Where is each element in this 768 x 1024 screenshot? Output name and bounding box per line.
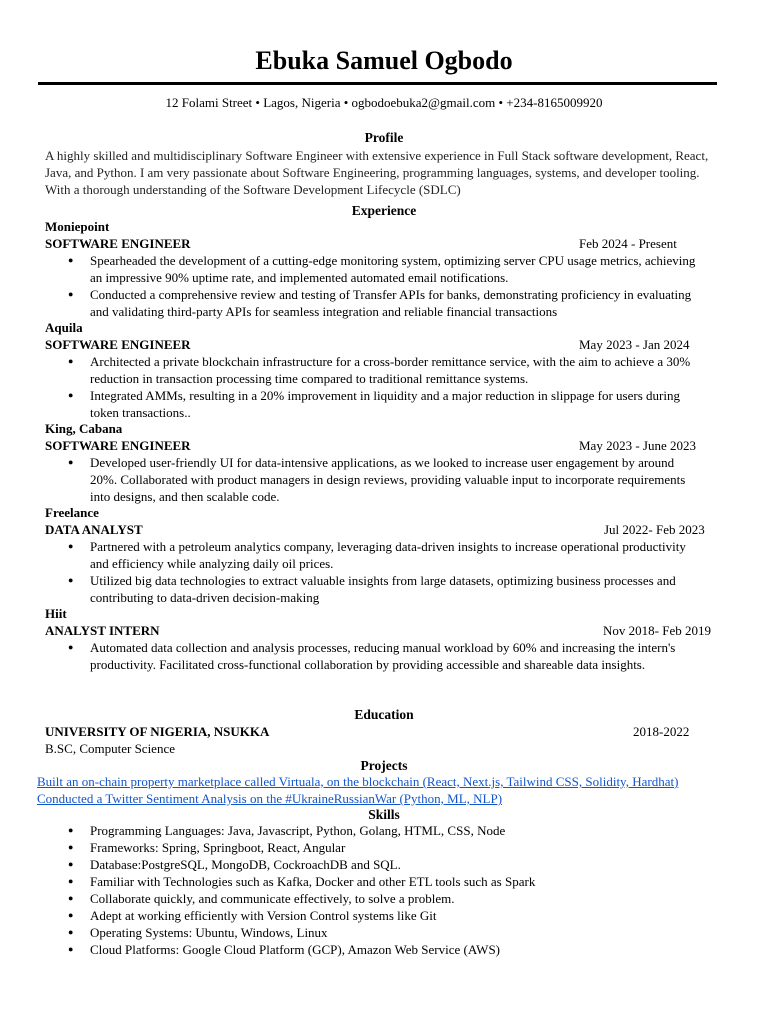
education-heading: Education xyxy=(354,707,414,722)
bullet-item: ● Utilized big data technologies to extract valuable insights from large datasets, optimizing business processes and contributing to data-driven decision-making xyxy=(45,572,700,606)
header-divider xyxy=(38,82,717,85)
job-role-row xyxy=(45,235,725,252)
company-name: Moniepoint xyxy=(45,219,110,234)
job-dates: May 2023 - June 2023 xyxy=(579,438,696,453)
job-dates: Jul 2022- Feb 2023 xyxy=(604,522,705,537)
job-role-row xyxy=(45,437,725,454)
project-link-virtuala[interactable]: Built an on-chain property marketplace called Virtuala, on the blockchain (React, Next.js, Tailwind CSS, Solidity, Hardhat) xyxy=(37,774,679,789)
job-title: SOFTWARE ENGINEER xyxy=(45,438,191,453)
experience-heading: Experience xyxy=(351,203,417,218)
profile-summary: A highly skilled and multidisciplinary Software Engineer with extensive experience in Full Stack software development, React, Java, and Python. I am very passionate about Software Engineering, programming languages, systems, and developer tooling. With a thorough understanding of the Software Development Lifecycle (SDLC) xyxy=(45,148,709,197)
skill-item: ● Operating Systems: Ubuntu, Windows, Linux xyxy=(45,924,700,941)
school-name: UNIVERSITY OF NIGERIA, NSUKKA xyxy=(45,724,270,739)
job-role-row xyxy=(45,336,725,353)
skill-item: ● Programming Languages: Java, Javascript, Python, Golang, HTML, CSS, Node xyxy=(45,822,700,839)
candidate-name: Ebuka Samuel Ogbodo xyxy=(255,46,513,75)
education-entry xyxy=(45,723,725,757)
job-dates: May 2023 - Jan 2024 xyxy=(579,337,690,352)
skill-item: ● Collaborate quickly, and communicate effectively, to solve a problem. xyxy=(45,890,700,907)
job-dates: Feb 2024 - Present xyxy=(579,236,677,251)
skill-item: ● Familiar with Technologies such as Kafka, Docker and other ETL tools such as Spark xyxy=(45,873,700,890)
job-entry-moniepoint xyxy=(45,218,725,320)
bullet-item: ● Integrated AMMs, resulting in a 20% improvement in liquidity and a major reduction in slippage for users during token transactions.. xyxy=(45,387,700,421)
projects-list xyxy=(37,773,737,807)
skill-item: ● Cloud Platforms: Google Cloud Platform (GCP), Amazon Web Service (AWS) xyxy=(45,941,700,958)
education-years: 2018-2022 xyxy=(633,724,690,739)
bullet-item: ● Partnered with a petroleum analytics company, leveraging data-driven insights to increase operational productivity and efficiency while analyzing daily oil prices. xyxy=(45,538,700,572)
job-role-row xyxy=(45,622,725,639)
job-entry-king-cabana xyxy=(45,420,725,505)
bullet-item: ● Conducted a comprehensive review and testing of Transfer APIs for banks, demonstrating proficiency in evaluating and validating third-party APIs for seamless integration and reliable financial transactions xyxy=(45,286,700,320)
job-bullets xyxy=(45,538,725,606)
skills-list xyxy=(45,822,725,958)
job-entry-freelance xyxy=(45,504,725,606)
job-title: SOFTWARE ENGINEER xyxy=(45,236,191,251)
project-link-sentiment-analysis[interactable]: Conducted a Twitter Sentiment Analysis on the #UkraineRussianWar (Python, ML, NLP) xyxy=(37,791,503,806)
profile-heading: Profile xyxy=(364,130,404,145)
skill-item: ● Adept at working efficiently with Version Control systems like Git xyxy=(45,907,700,924)
job-entry-aquila xyxy=(45,319,725,421)
skills-heading: Skills xyxy=(368,807,400,822)
job-bullets xyxy=(45,454,725,505)
education-row xyxy=(45,723,725,740)
skills-section xyxy=(45,822,725,958)
job-bullets xyxy=(45,252,725,320)
degree: B.SC, Computer Science xyxy=(45,741,175,756)
skill-item: ● Database:PostgreSQL, MongoDB, CockroachDB and SQL. xyxy=(45,856,700,873)
company-name: Aquila xyxy=(45,320,83,335)
bullet-item: ● Architected a private blockchain infrastructure for a cross-border remittance service, with the aim to achieve a 30% reduction in transaction processing time compared to traditional remittance systems. xyxy=(45,353,700,387)
company-name: Freelance xyxy=(45,505,99,520)
projects-heading: Projects xyxy=(360,758,408,773)
skill-item: ● Frameworks: Spring, Springboot, React, Angular xyxy=(45,839,700,856)
job-title: DATA ANALYST xyxy=(45,522,143,537)
job-bullets xyxy=(45,353,725,421)
bullet-item: ● Spearheaded the development of a cutting-edge monitoring system, optimizing server CPU usage metrics, achieving an impressive 90% uptime rate, and implemented automated email notifications. xyxy=(45,252,700,286)
job-dates: Nov 2018- Feb 2019 xyxy=(603,623,711,638)
job-title: SOFTWARE ENGINEER xyxy=(45,337,191,352)
job-title: ANALYST INTERN xyxy=(45,623,160,638)
company-name: Hiit xyxy=(45,606,67,621)
bullet-item: ● Automated data collection and analysis processes, reducing manual workload by 60% and increasing the intern's productivity. Facilitated cross-functional collaboration by providing accessible and shareable data insights. xyxy=(45,639,700,673)
contact-line: 12 Folami Street • Lagos, Nigeria • ogbodoebuka2@gmail.com • +234-8165009920 xyxy=(165,95,603,110)
bullet-item: ● Developed user-friendly UI for data-intensive applications, as we looked to increase user engagement by around 20%. Collaborated with product managers in design reviews, providing valuable input to incorporate requirements into designs, and then scalable code. xyxy=(45,454,700,505)
company-name: King, Cabana xyxy=(45,421,123,436)
job-entry-hiit xyxy=(45,605,725,673)
job-role-row xyxy=(45,521,725,538)
job-bullets xyxy=(45,639,725,673)
